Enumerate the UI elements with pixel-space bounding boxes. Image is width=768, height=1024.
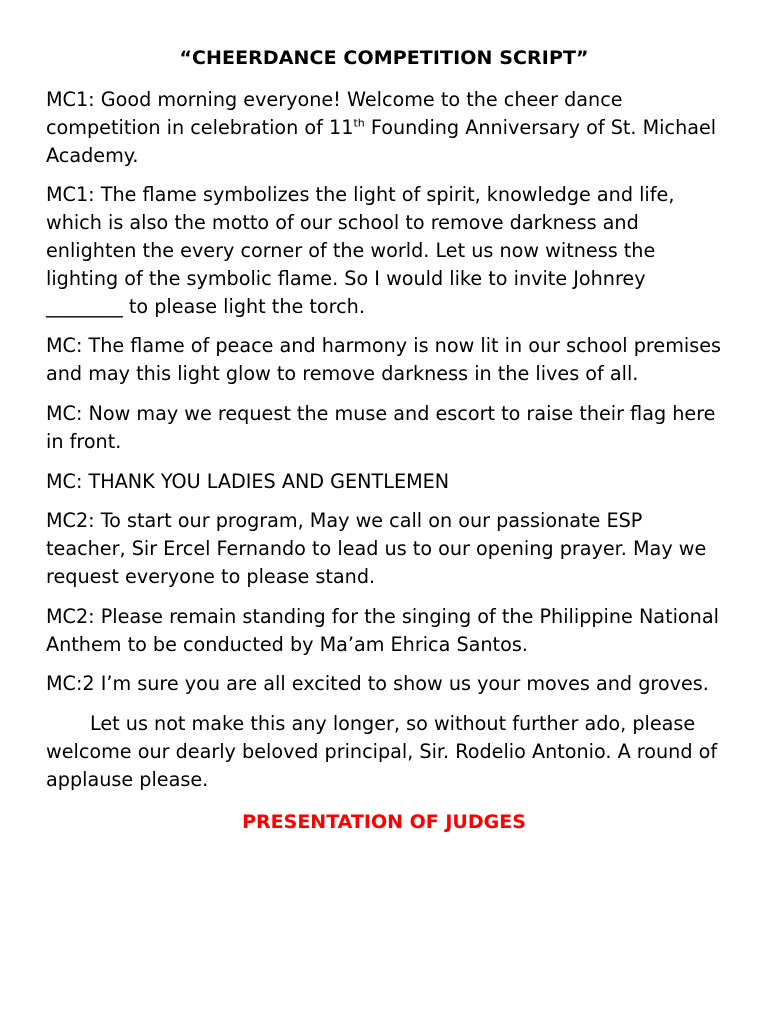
script-paragraph-principal: Let us not make this any longer, so without further ado, please welcome our dearly beloved principal, Sir. Rodelio Antonio. A round of applause please. bbox=[46, 712, 718, 791]
ordinal-suffix: th bbox=[353, 116, 365, 130]
paragraph-text: MC1: Good morning everyone! Welcome to the cheer dance competition in celebration of 11 bbox=[46, 88, 623, 139]
script-paragraph-welcome bbox=[46, 86, 722, 169]
script-paragraph-flame: MC1: The flame symbolizes the light of spirit, knowledge and life, which is also the motto of our school to remove darkness and enlighten the every corner of the world. Let us now witness the lighting of the symbolic flame. So I would like to invite Johnrey ________ to please light the torch. bbox=[46, 183, 675, 318]
script-paragraph-peace: MC: The flame of peace and harmony is now lit in our school premises and may this light glow to remove darkness in the lives of all. bbox=[46, 334, 722, 386]
script-paragraph-anthem: MC2: Please remain standing for the singing of the Philippine National Anthem to be conducted by Ma’am Ehrica Santos. bbox=[46, 604, 719, 656]
section-heading-judges: PRESENTATION OF JUDGES bbox=[242, 810, 526, 833]
script-paragraph-prayer: MC2: To start our program, May we call on our passionate ESP teacher, Sir Ercel Fernando to lead us to our opening prayer. May we request everyone to please stand. bbox=[46, 509, 707, 588]
script-paragraph-excited: MC:2 I’m sure you are all excited to show us your moves and groves. bbox=[46, 672, 709, 696]
document-title: “CHEERDANCE COMPETITION SCRIPT” bbox=[179, 47, 589, 69]
script-paragraph-muse: MC: Now may we request the muse and escort to raise their flag here in front. bbox=[46, 401, 716, 453]
script-paragraph-thanks: MC: THANK YOU LADIES AND GENTLEMEN bbox=[46, 469, 450, 493]
paragraph-text: Founding Anniversary of St. Michael Academy. bbox=[46, 115, 717, 167]
